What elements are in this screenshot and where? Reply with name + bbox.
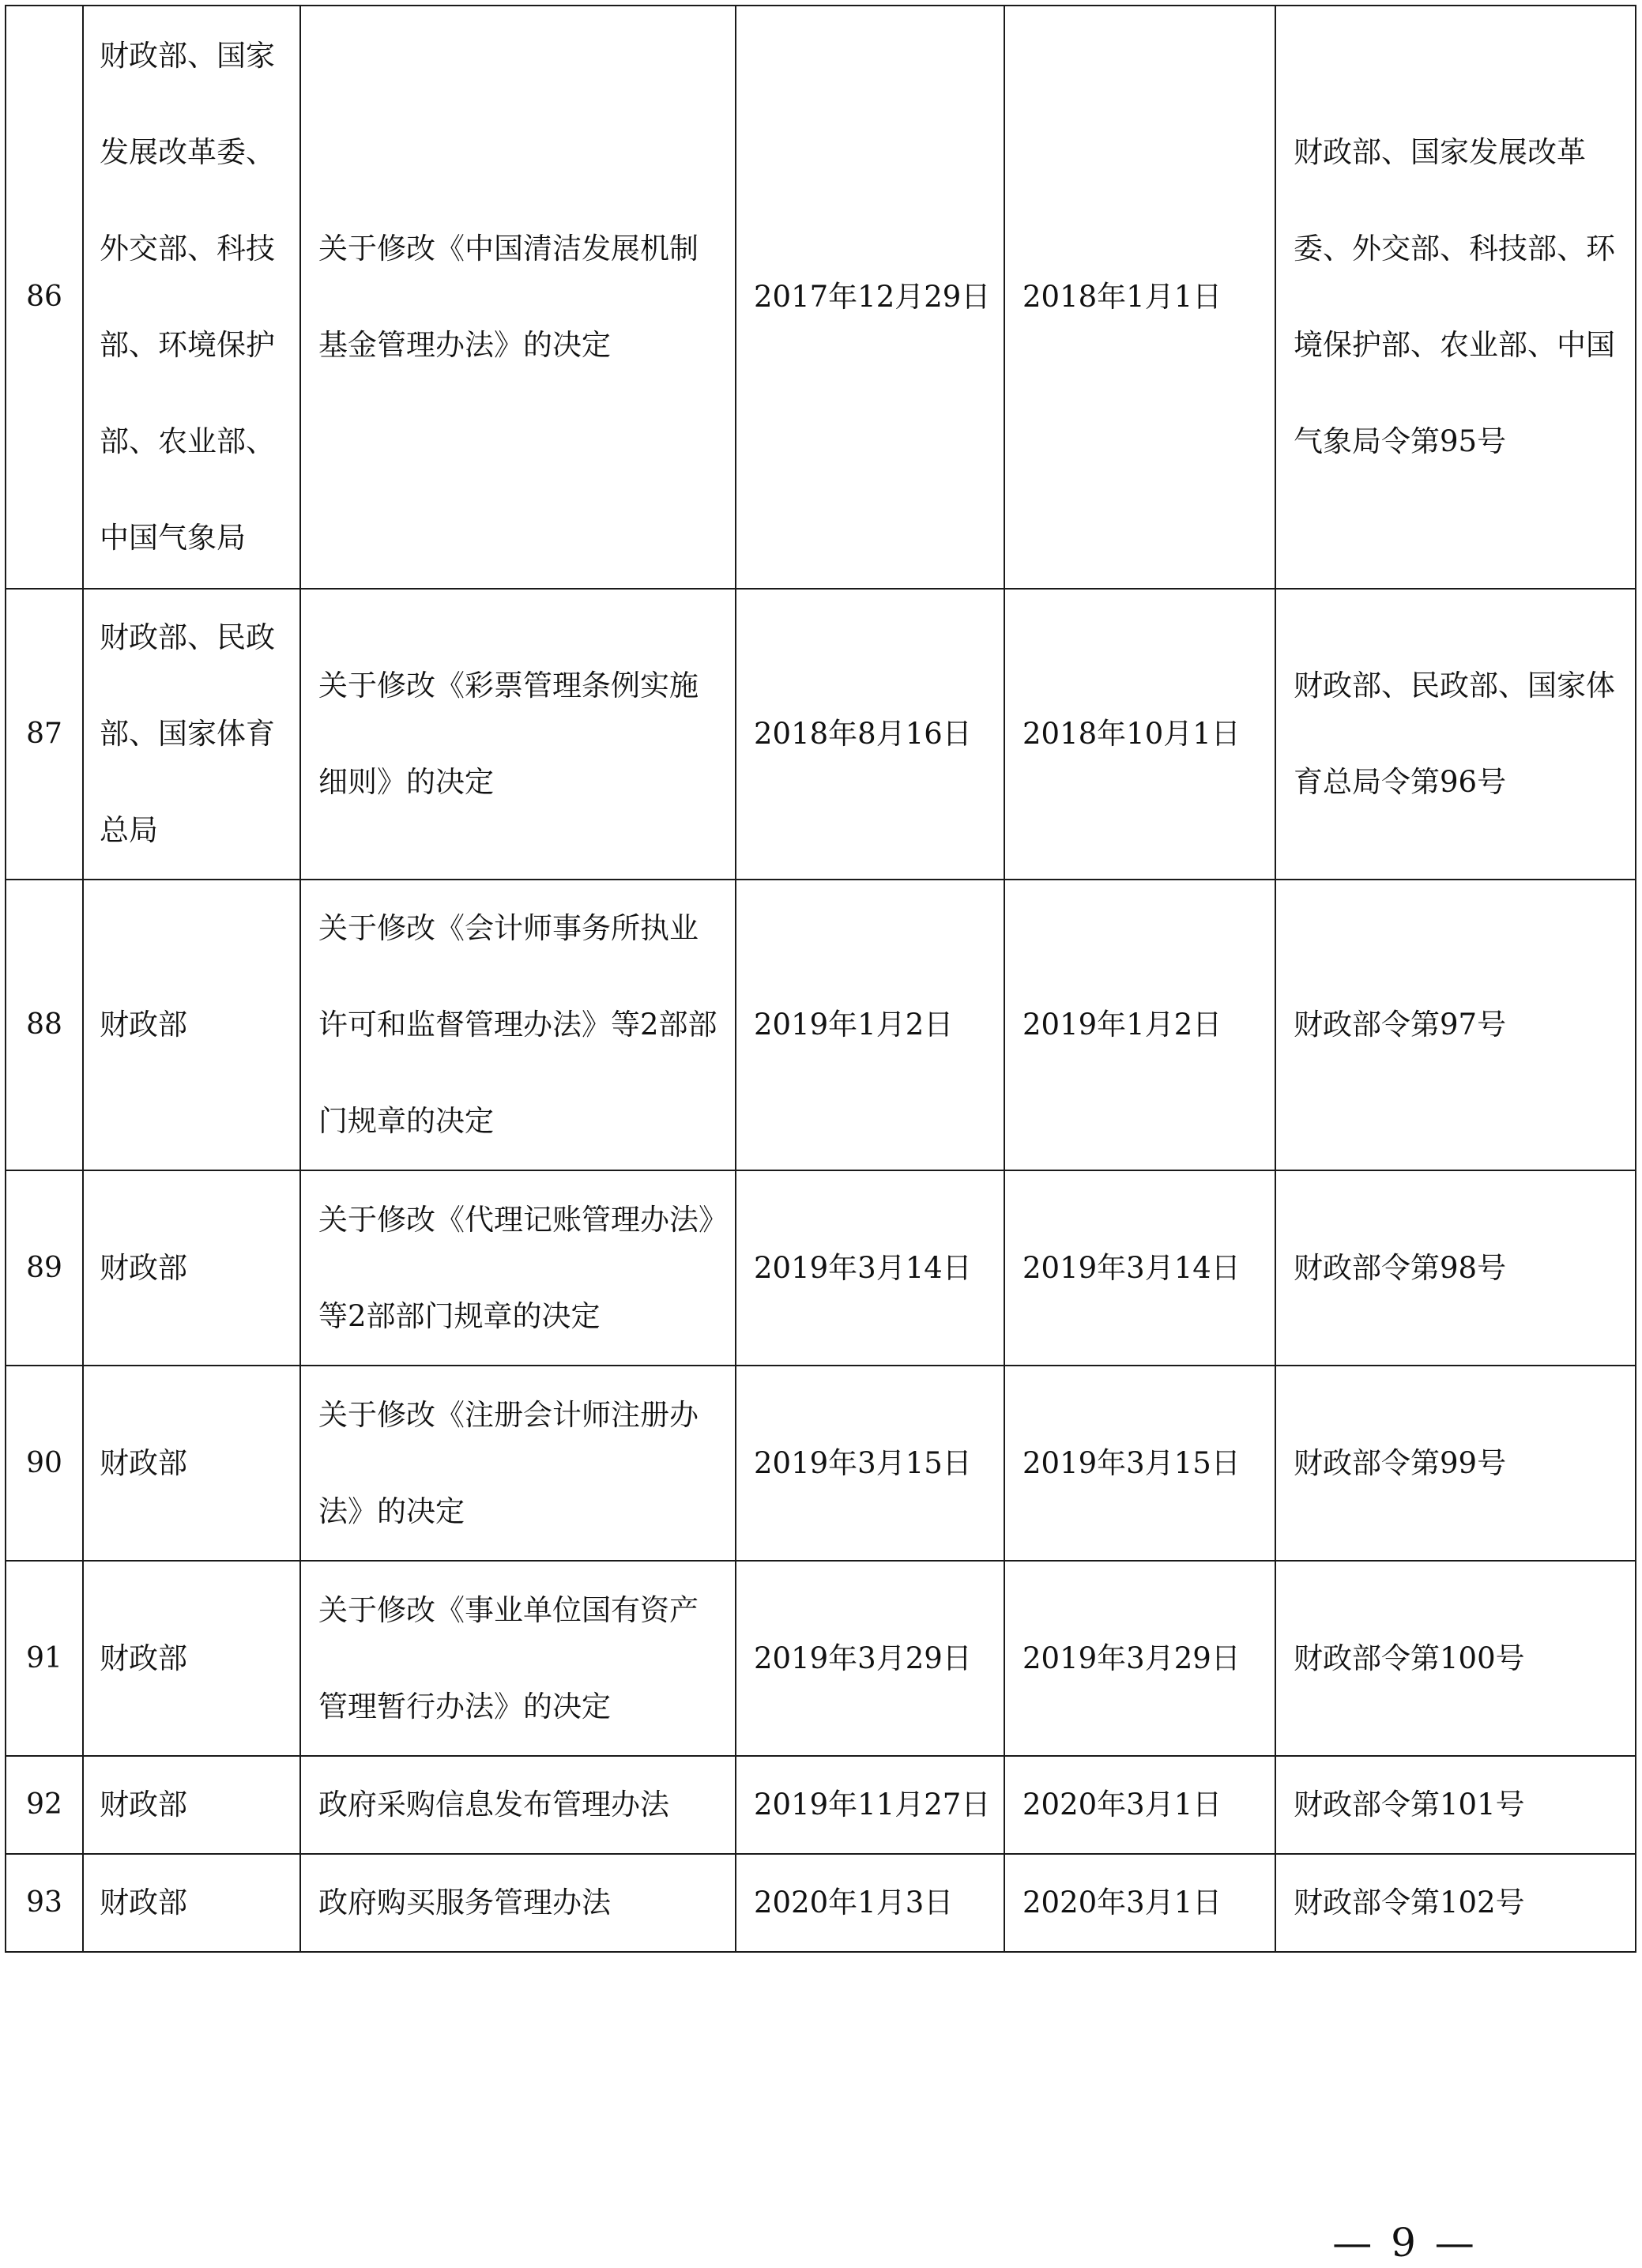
order-number: 财政部令第98号 [1275,1170,1636,1366]
table-row [6,6,1636,589]
row-number: 87 [6,589,83,880]
row-number: 91 [6,1561,83,1756]
regulation-title: 关于修改《注册会计师注册办法》的决定 [300,1366,736,1561]
issuing-authority: 财政部 [83,1170,300,1366]
row-number: 88 [6,880,83,1170]
issuing-authority: 财政部 [83,1366,300,1561]
publish-date: 2020年1月3日 [736,1854,1004,1952]
effective-date: 2020年3月1日 [1004,1854,1275,1952]
publish-date: 2017年12月29日 [736,6,1004,589]
publish-date: 2018年8月16日 [736,589,1004,880]
effective-date: 2018年1月1日 [1004,6,1275,589]
issuing-authority: 财政部 [83,880,300,1170]
regulation-title: 关于修改《彩票管理条例实施细则》的决定 [300,589,736,880]
order-number: 财政部、国家发展改革委、外交部、科技部、环境保护部、农业部、中国气象局令第95号 [1275,6,1636,589]
publish-date: 2019年1月2日 [736,880,1004,1170]
row-number: 89 [6,1170,83,1366]
publish-date: 2019年11月27日 [736,1756,1004,1854]
table-row [6,589,1636,880]
regulation-title: 政府购买服务管理办法 [300,1854,736,1952]
order-number: 财政部、民政部、国家体育总局令第96号 [1275,589,1636,880]
issuing-authority: 财政部、国家发展改革委、外交部、科技部、环境保护部、农业部、中国气象局 [83,6,300,589]
effective-date: 2019年3月15日 [1004,1366,1275,1561]
effective-date: 2019年1月2日 [1004,880,1275,1170]
order-number: 财政部令第97号 [1275,880,1636,1170]
row-number: 92 [6,1756,83,1854]
regulation-title: 关于修改《会计师事务所执业许可和监督管理办法》等2部部门规章的决定 [300,880,736,1170]
page-number: — 9 — [1332,2220,1478,2266]
table-row [6,1366,1636,1561]
regulation-title: 关于修改《事业单位国有资产管理暂行办法》的决定 [300,1561,736,1756]
effective-date: 2019年3月29日 [1004,1561,1275,1756]
publish-date: 2019年3月14日 [736,1170,1004,1366]
order-number: 财政部令第101号 [1275,1756,1636,1854]
table-row [6,1854,1636,1952]
order-number: 财政部令第100号 [1275,1561,1636,1756]
regulation-title: 关于修改《代理记账管理办法》等2部部门规章的决定 [300,1170,736,1366]
row-number: 90 [6,1366,83,1561]
publish-date: 2019年3月29日 [736,1561,1004,1756]
effective-date: 2018年10月1日 [1004,589,1275,880]
issuing-authority: 财政部 [83,1561,300,1756]
regulation-title: 关于修改《中国清洁发展机制基金管理办法》的决定 [300,6,736,589]
order-number: 财政部令第102号 [1275,1854,1636,1952]
regulations-table [5,5,1636,1953]
row-number: 93 [6,1854,83,1952]
issuing-authority: 财政部 [83,1756,300,1854]
table-row [6,880,1636,1170]
issuing-authority: 财政部、民政部、国家体育总局 [83,589,300,880]
table-row [6,1561,1636,1756]
row-number: 86 [6,6,83,589]
effective-date: 2020年3月1日 [1004,1756,1275,1854]
issuing-authority: 财政部 [83,1854,300,1952]
effective-date: 2019年3月14日 [1004,1170,1275,1366]
table-row [6,1170,1636,1366]
publish-date: 2019年3月15日 [736,1366,1004,1561]
table-row [6,1756,1636,1854]
order-number: 财政部令第99号 [1275,1366,1636,1561]
regulation-title: 政府采购信息发布管理办法 [300,1756,736,1854]
